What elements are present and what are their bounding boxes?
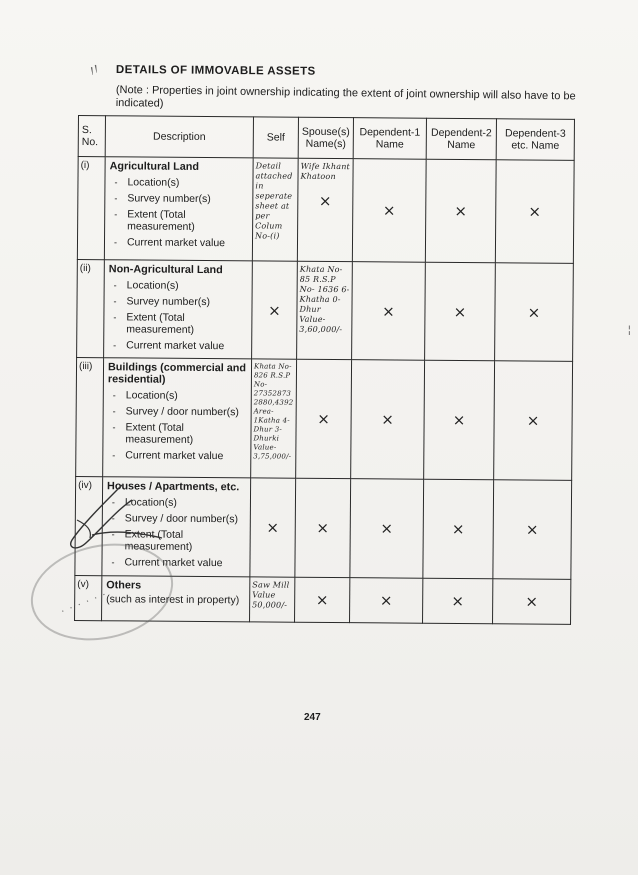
header-sno: S. No. — [78, 116, 105, 157]
header-description: Description — [105, 116, 253, 158]
list-item: - Location(s) — [107, 496, 246, 509]
row-description — [103, 358, 252, 478]
cross-mark-icon: × — [423, 479, 494, 579]
cross-mark-icon: × — [425, 159, 496, 263]
header-dependent-1: Dependent-1 Name — [353, 118, 426, 160]
row-title: Houses / Apartments, etc. — [107, 480, 240, 494]
list-item: - Survey number(s) — [108, 295, 247, 308]
handwritten-spouse: Khata No- 85 R.S.P No- 1636 6-Khatha 0-Dhur Value- 3,60,000/- — [297, 261, 353, 359]
edge-mark-icon: ¦ — [628, 325, 631, 336]
list-item: - Location(s) — [109, 279, 248, 292]
list-item: - Current market value — [109, 236, 248, 249]
row-sno: (iii) — [76, 357, 104, 476]
row-title: Others — [106, 579, 142, 592]
cross-mark-icon: × — [352, 262, 426, 361]
handwritten-self: Saw Mill Value 50,000/- — [250, 577, 295, 622]
list-item: - Location(s) — [109, 176, 248, 189]
handwritten-self: Khata No- 826 R.S.P No- 27352873 2880,4392 Area-1Katha 4-Dhur 3-Dhurki Value- 3,75,000/- — [251, 359, 297, 478]
handwritten-self: Detail attached in seperate sheet at per Colum No-(i) — [252, 158, 298, 261]
list-item: - Survey / door number(s) — [108, 405, 247, 418]
cross-mark-icon: × — [350, 479, 424, 579]
cross-mark-icon: × — [352, 159, 426, 263]
row-title: Agricultural Land — [109, 160, 200, 173]
row-title: Buildings (commercial and residential) — [107, 361, 247, 386]
cross-mark-icon: × — [425, 262, 496, 361]
cross-mark-icon: × — [252, 261, 298, 359]
page-number: 247 — [304, 712, 321, 723]
cross-mark-icon: × — [351, 360, 425, 480]
list-item: - Survey number(s) — [109, 192, 248, 205]
table-row — [76, 357, 573, 480]
header-spouse: Spouse(s) Name(s) — [298, 117, 353, 158]
cross-mark-icon: × — [494, 361, 573, 481]
list-item: - Survey / door number(s) — [107, 512, 246, 525]
row-description — [104, 260, 253, 359]
header-self: Self — [253, 117, 298, 158]
cross-mark-icon: × — [493, 579, 571, 625]
cross-mark-icon: × — [295, 478, 351, 577]
cross-mark-icon: × — [495, 263, 574, 362]
cross-mark-icon: × — [423, 578, 493, 624]
cross-mark-icon: × — [295, 577, 350, 622]
row-title: Non-Agricultural Land — [108, 263, 223, 277]
cross-mark-icon: × — [350, 578, 423, 624]
cross-mark-icon: × — [493, 480, 572, 580]
cross-mark-icon: × — [424, 360, 495, 480]
row-description — [104, 157, 253, 261]
list-item: - Current market value — [107, 449, 246, 462]
row-sno: (v) — [75, 575, 102, 620]
section-heading: DETAILS OF IMMOVABLE ASSETS — [115, 64, 316, 78]
list-item: - Extent (Total measurement) — [108, 311, 247, 336]
list-item: - Extent (Total measurement) — [109, 208, 248, 233]
header-dependent-3: Dependent-3 etc. Name — [496, 119, 574, 161]
table-row — [77, 259, 574, 361]
spouse-cell — [297, 158, 353, 261]
pen-mark-icon: 〃 — [83, 59, 107, 83]
row-sno: (ii) — [77, 259, 105, 357]
cross-mark-icon: × — [318, 191, 332, 210]
list-item: - Extent (Total measurement) — [107, 421, 246, 446]
handwritten-spouse-name: Wife Ikhant Khatoon — [300, 161, 351, 182]
list-item: - Extent (Total measurement) — [107, 528, 246, 553]
row-sno: (iv) — [75, 476, 103, 575]
cross-mark-icon: × — [495, 160, 574, 264]
list-item: - Current market value — [106, 556, 245, 569]
header-dependent-2: Dependent-2 Name — [426, 118, 496, 160]
table-row — [77, 157, 574, 264]
ownership-note: (Note : Properties in joint ownership indicating the extent of joint ownership will also have to be indicated) — [115, 84, 576, 110]
list-item: - Location(s) — [108, 389, 247, 402]
list-item: - Current market value — [108, 339, 247, 352]
cross-mark-icon: × — [250, 478, 296, 577]
cross-mark-icon: × — [296, 359, 352, 478]
row-sno: (i) — [77, 157, 105, 260]
table-header-row — [78, 116, 574, 161]
seal-stamp-icon: · · · · · · — [60, 589, 110, 616]
row-subtitle: (such as interest in property) — [106, 593, 240, 607]
